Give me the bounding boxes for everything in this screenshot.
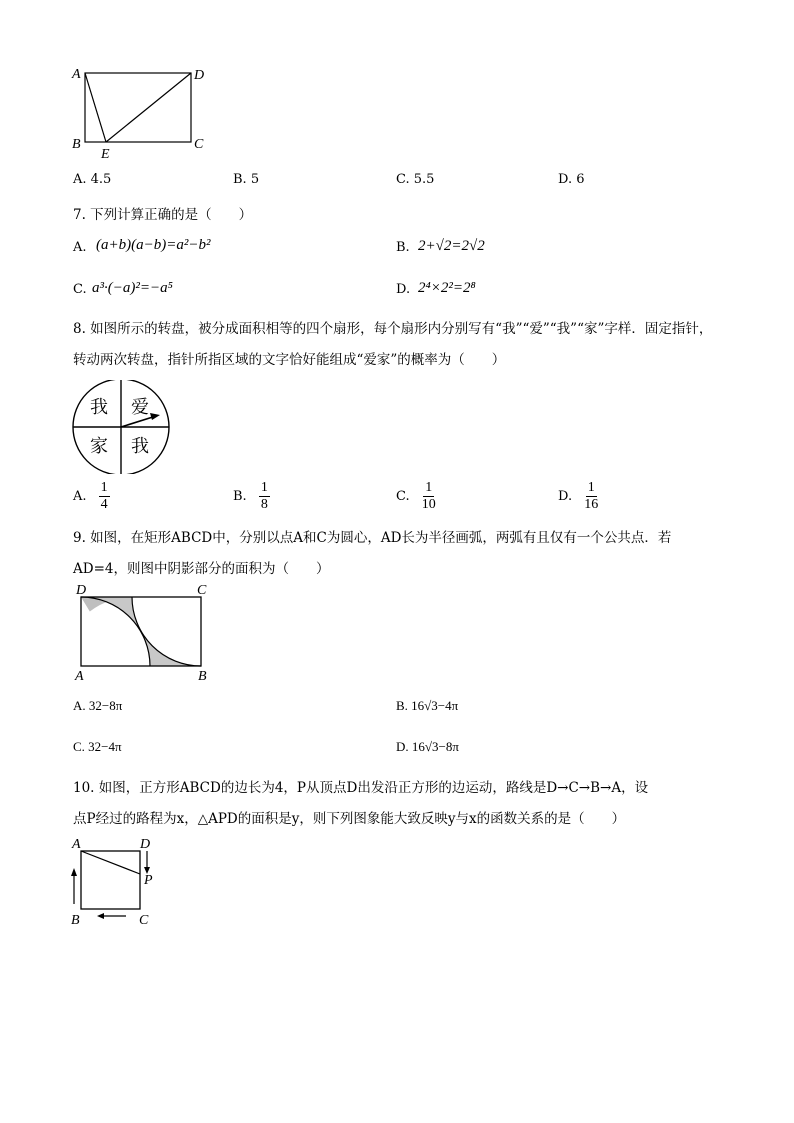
q8-option-a-label: A.	[73, 489, 87, 504]
q7-option-a: (a+b)(a−b)=a²−b²	[96, 237, 211, 253]
q7-option-b-label: B.	[396, 240, 410, 255]
q10-stem-line1: 10. 如图，正方形ABCD的边长为4，P从顶点D出发沿正方形的边运动，路线是D→C→B→A，设	[73, 780, 649, 796]
q7-option-d: 2⁴×2²=2⁸	[418, 280, 476, 296]
q10-label-d: D	[140, 837, 151, 852]
q10-label-b: B	[71, 913, 80, 928]
q8-sector-top-right: 爱	[131, 397, 149, 417]
q8-option-a-den: 4	[100, 497, 108, 512]
q8-option-b-num: 1	[260, 480, 268, 495]
q10-label-p: P	[144, 873, 153, 888]
q8-option-d-num: 1	[587, 480, 595, 495]
q9-stem-line1: 9. 如图，在矩形ABCD中，分别以点A和C为圆心，AD长为半径画弧，两弧有且仅有一个公共点．若	[73, 530, 672, 546]
q9-label-b: B	[198, 669, 207, 682]
q9-stem-line2: AD=4，则图中阴影部分的面积为（ ）	[73, 561, 330, 577]
q6-label-e: E	[101, 147, 110, 162]
q8-sector-top-left: 我	[90, 397, 108, 417]
q10-stem-line2: 点P经过的路程为x，△APD的面积是y，则下列图象能大致反映y与x的函数关系的是（ ）	[73, 811, 626, 827]
q6-option-d: D. 6	[558, 172, 585, 187]
q8-stem-line2: 转动两次转盘，指针所指区域的文字恰好能组成“爱家”的概率为（ ）	[73, 352, 506, 368]
q8-option-b	[233, 480, 270, 513]
q8-option-d-label: D.	[558, 489, 573, 504]
q6-option-a: A. 4.5	[73, 172, 112, 187]
q8-option-c-num: 1	[425, 480, 433, 495]
q8-sector-bottom-left: 家	[90, 436, 108, 456]
q9-option-a: A. 32−8π	[73, 698, 123, 713]
q7-option-a-label: A.	[73, 240, 87, 255]
q9-label-a: A	[75, 669, 84, 682]
q8-option-a-num: 1	[100, 480, 108, 495]
q9-rectangle-arcs-figure	[70, 582, 216, 682]
q8-option-a	[73, 480, 110, 513]
q6-rectangle-figure	[66, 62, 216, 162]
q6-label-a: A	[72, 67, 81, 82]
q6-option-c: C. 5.5	[396, 172, 435, 187]
q8-option-d	[558, 480, 598, 513]
q9-option-d: D. 16√3−8π	[396, 739, 459, 754]
q8-option-b-den: 8	[260, 497, 268, 512]
q9-option-b: B. 16√3−4π	[396, 698, 459, 713]
q7-option-d-label: D.	[396, 282, 411, 297]
q10-label-a: A	[72, 837, 81, 852]
q9-label-c: C	[197, 583, 207, 598]
q8-option-d-den: 16	[584, 497, 599, 512]
q8-option-c-den: 10	[421, 497, 436, 512]
q7-option-c-label: C.	[73, 282, 87, 297]
q8-option-b-label: B.	[233, 489, 247, 504]
q6-label-c: C	[194, 137, 204, 152]
q7-option-c: a³·(−a)²=−a⁵	[92, 280, 173, 296]
q6-option-b: B. 5	[233, 172, 260, 187]
q8-sector-bottom-right: 我	[131, 436, 149, 456]
q9-label-d: D	[76, 583, 87, 598]
q8-stem-line1: 8. 如图所示的转盘，被分成面积相等的四个扇形，每个扇形内分别写有“我”“爱”“我”“家”字样．固定指针，	[73, 321, 713, 337]
q9-option-c: C. 32−4π	[73, 739, 122, 754]
q10-label-c: C	[139, 913, 149, 928]
q6-label-d: D	[194, 68, 205, 83]
q8-spinner-figure	[70, 380, 172, 474]
q8-option-c	[396, 480, 436, 513]
q6-label-b: B	[72, 137, 81, 152]
q7-stem: 7. 下列计算正确的是（ ）	[73, 207, 253, 223]
q10-square-path-figure	[66, 834, 166, 928]
q8-option-c-label: C.	[396, 489, 410, 504]
q7-option-b: 2+√2=2√2	[418, 238, 485, 254]
